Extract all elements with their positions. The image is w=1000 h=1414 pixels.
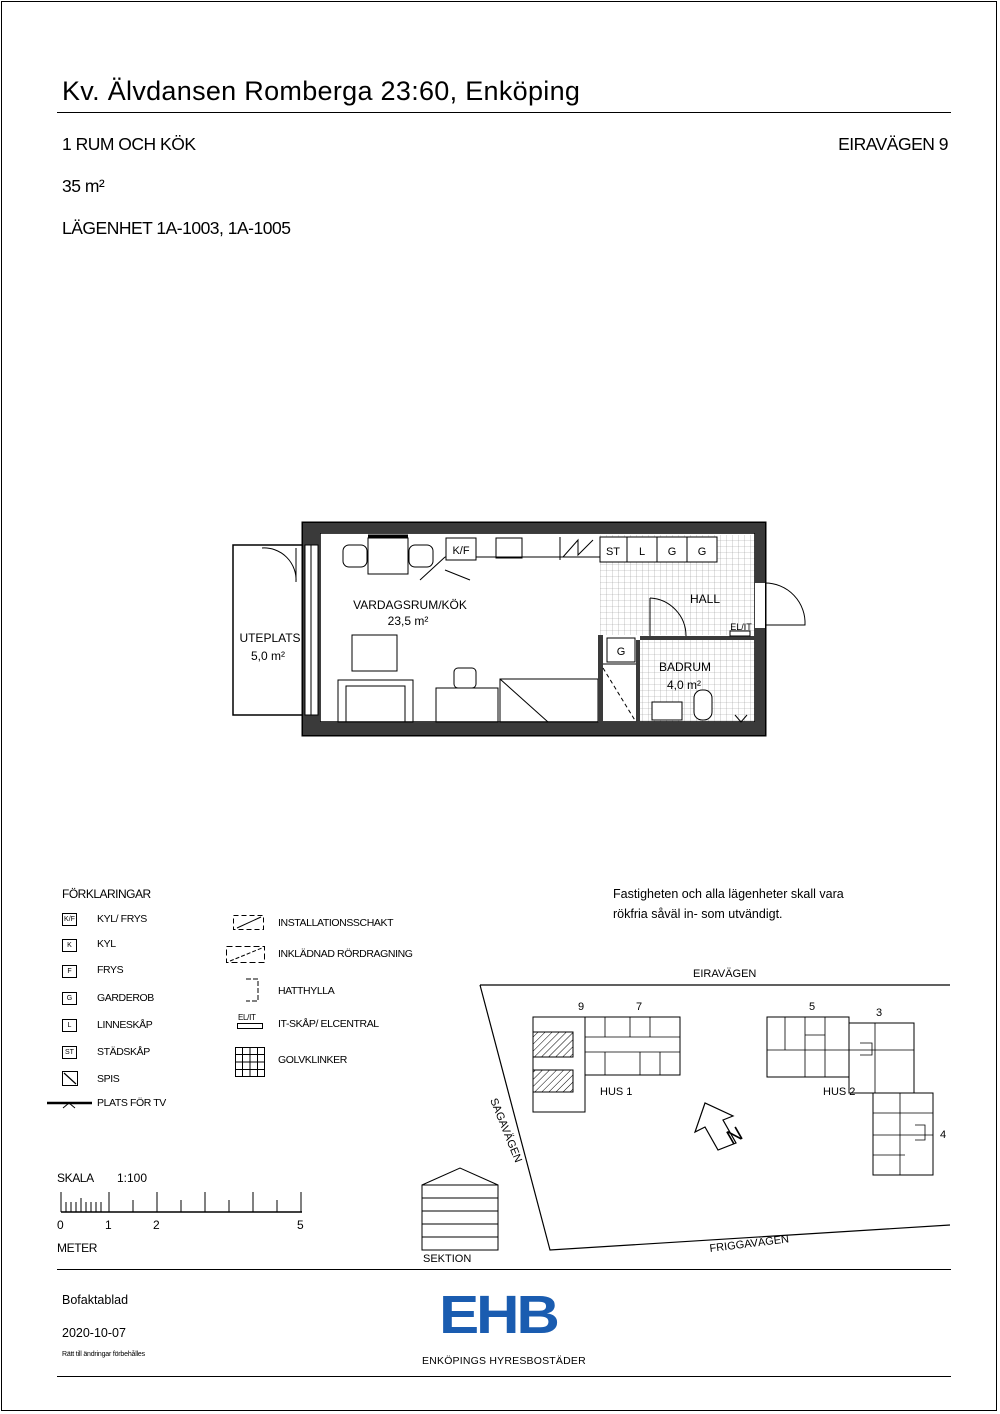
- fridge-freezer-label: K/F: [452, 545, 470, 557]
- piping-icon: [226, 944, 266, 964]
- scale-tick-label: 0: [57, 1218, 64, 1232]
- footer-rule-bottom: [57, 1376, 951, 1377]
- legend-label: FRYS: [97, 964, 124, 976]
- east-wall: [755, 523, 765, 735]
- document-type: Bofaktablad: [62, 1293, 129, 1307]
- stove-icon: [62, 1071, 78, 1086]
- legend-symbol: F: [62, 965, 77, 978]
- entrance-number: 4: [940, 1129, 947, 1141]
- legend-heading: FÖRKLARINGAR: [62, 887, 151, 901]
- legend-label: KYL: [97, 938, 116, 950]
- legend-label: KYL/ FRYS: [97, 913, 147, 925]
- bathroom-area: 4,0 m²: [666, 678, 702, 692]
- scale-tick-label: 2: [153, 1218, 160, 1232]
- legend-label: STÄDSKÅP: [97, 1046, 150, 1058]
- cleaning-cupboard-label: ST: [605, 546, 621, 558]
- patio-outline: [233, 545, 303, 715]
- legend-symbol: G: [62, 992, 77, 1005]
- entrance-number: 5: [809, 1001, 816, 1013]
- shaft-icon: [233, 913, 265, 931]
- bathroom-label: BADRUM: [658, 660, 712, 674]
- legend-label: GARDEROB: [97, 992, 154, 1004]
- hall-label: HALL: [689, 592, 721, 606]
- smoke-free-note-line1: Fastigheten och alla lägenheter skall vara: [613, 887, 844, 901]
- legend-label: PLATS FÖR TV: [97, 1097, 166, 1109]
- living-room-area: 23,5 m²: [387, 614, 429, 628]
- scale-tick-label: 1: [105, 1218, 112, 1232]
- tv-place-icon: [47, 1097, 92, 1109]
- elcentral-symbol: EL/IT: [238, 1013, 256, 1022]
- legend-symbol: L: [62, 1019, 77, 1032]
- wardrobe-label: G: [667, 546, 677, 558]
- scale-unit: METER: [57, 1241, 98, 1255]
- north-wall: [303, 523, 765, 533]
- entrance-number: 9: [578, 1001, 585, 1013]
- living-room-label: VARDAGSRUM/KÖK: [353, 598, 467, 612]
- header-rule: [57, 112, 951, 113]
- smoke-free-note-line2: rökfria såväl in- som utvändigt.: [613, 907, 783, 921]
- floor-tile-icon: [235, 1047, 265, 1077]
- room-count: 1 RUM OCH KÖK: [62, 134, 196, 154]
- legend-label: INKLÄDNAD RÖRDRAGNING: [278, 948, 413, 960]
- scale-ratio: 1:100: [117, 1171, 148, 1185]
- legend-label: INSTALLATIONSSCHAKT: [278, 917, 394, 929]
- site-map: [415, 960, 960, 1265]
- legend-symbol: ST: [62, 1046, 77, 1059]
- wardrobe-label: G: [697, 546, 707, 558]
- company-name: ENKÖPINGS HYRESBOSTÄDER: [422, 1355, 586, 1367]
- legend-label: SPIS: [97, 1073, 120, 1085]
- apartment-area: 35 m²: [62, 176, 105, 196]
- south-wall: [303, 722, 765, 735]
- road-label: EIRAVÄGEN: [693, 968, 757, 980]
- legend-symbol: K: [62, 939, 77, 952]
- hat-shelf-icon: [238, 978, 260, 1002]
- apartment-numbers: LÄGENHET 1A-1003, 1A-1005: [62, 218, 291, 238]
- disclaimer: Rätt till ändringar förbehålles: [62, 1351, 145, 1358]
- company-logo: EHB: [439, 1284, 557, 1345]
- wardrobe-label: G: [616, 646, 626, 658]
- elcentral-label: EL/IT: [730, 622, 752, 632]
- entrance-number: 7: [636, 1001, 643, 1013]
- elcentral-icon: [237, 1023, 263, 1029]
- north-label: N: [723, 1122, 747, 1150]
- street-address: EIRAVÄGEN 9: [838, 134, 948, 154]
- legend-label: HATTHYLLA: [278, 985, 335, 997]
- patio-label: UTEPLATS: [239, 631, 301, 645]
- road-label: FRIGGAVÄGEN: [708, 1233, 790, 1255]
- section-label: SEKTION: [423, 1253, 472, 1265]
- document-date: 2020-10-07: [62, 1326, 126, 1340]
- legend-symbol: K/F: [62, 913, 77, 926]
- footer-rule-top: [57, 1269, 951, 1270]
- building-label: HUS 2: [823, 1086, 856, 1098]
- patio-area: 5,0 m²: [250, 649, 286, 663]
- legend-label: GOLVKLINKER: [278, 1054, 347, 1066]
- linen-cupboard-label: L: [638, 546, 646, 558]
- building-label: HUS 1: [600, 1086, 633, 1098]
- scale-tick-label: 5: [297, 1218, 304, 1232]
- page-title: Kv. Älvdansen Romberga 23:60, Enköping: [62, 76, 581, 106]
- legend-label: LINNESKÅP: [97, 1019, 153, 1031]
- entrance-number: 3: [876, 1007, 883, 1019]
- floor-plan: [225, 515, 815, 745]
- scale-label: SKALA: [57, 1171, 94, 1185]
- scale-bar: [57, 1188, 307, 1214]
- legend-label: IT-SKÅP/ ELCENTRAL: [278, 1018, 379, 1030]
- road-label: SAGAVÄGEN: [487, 1096, 524, 1165]
